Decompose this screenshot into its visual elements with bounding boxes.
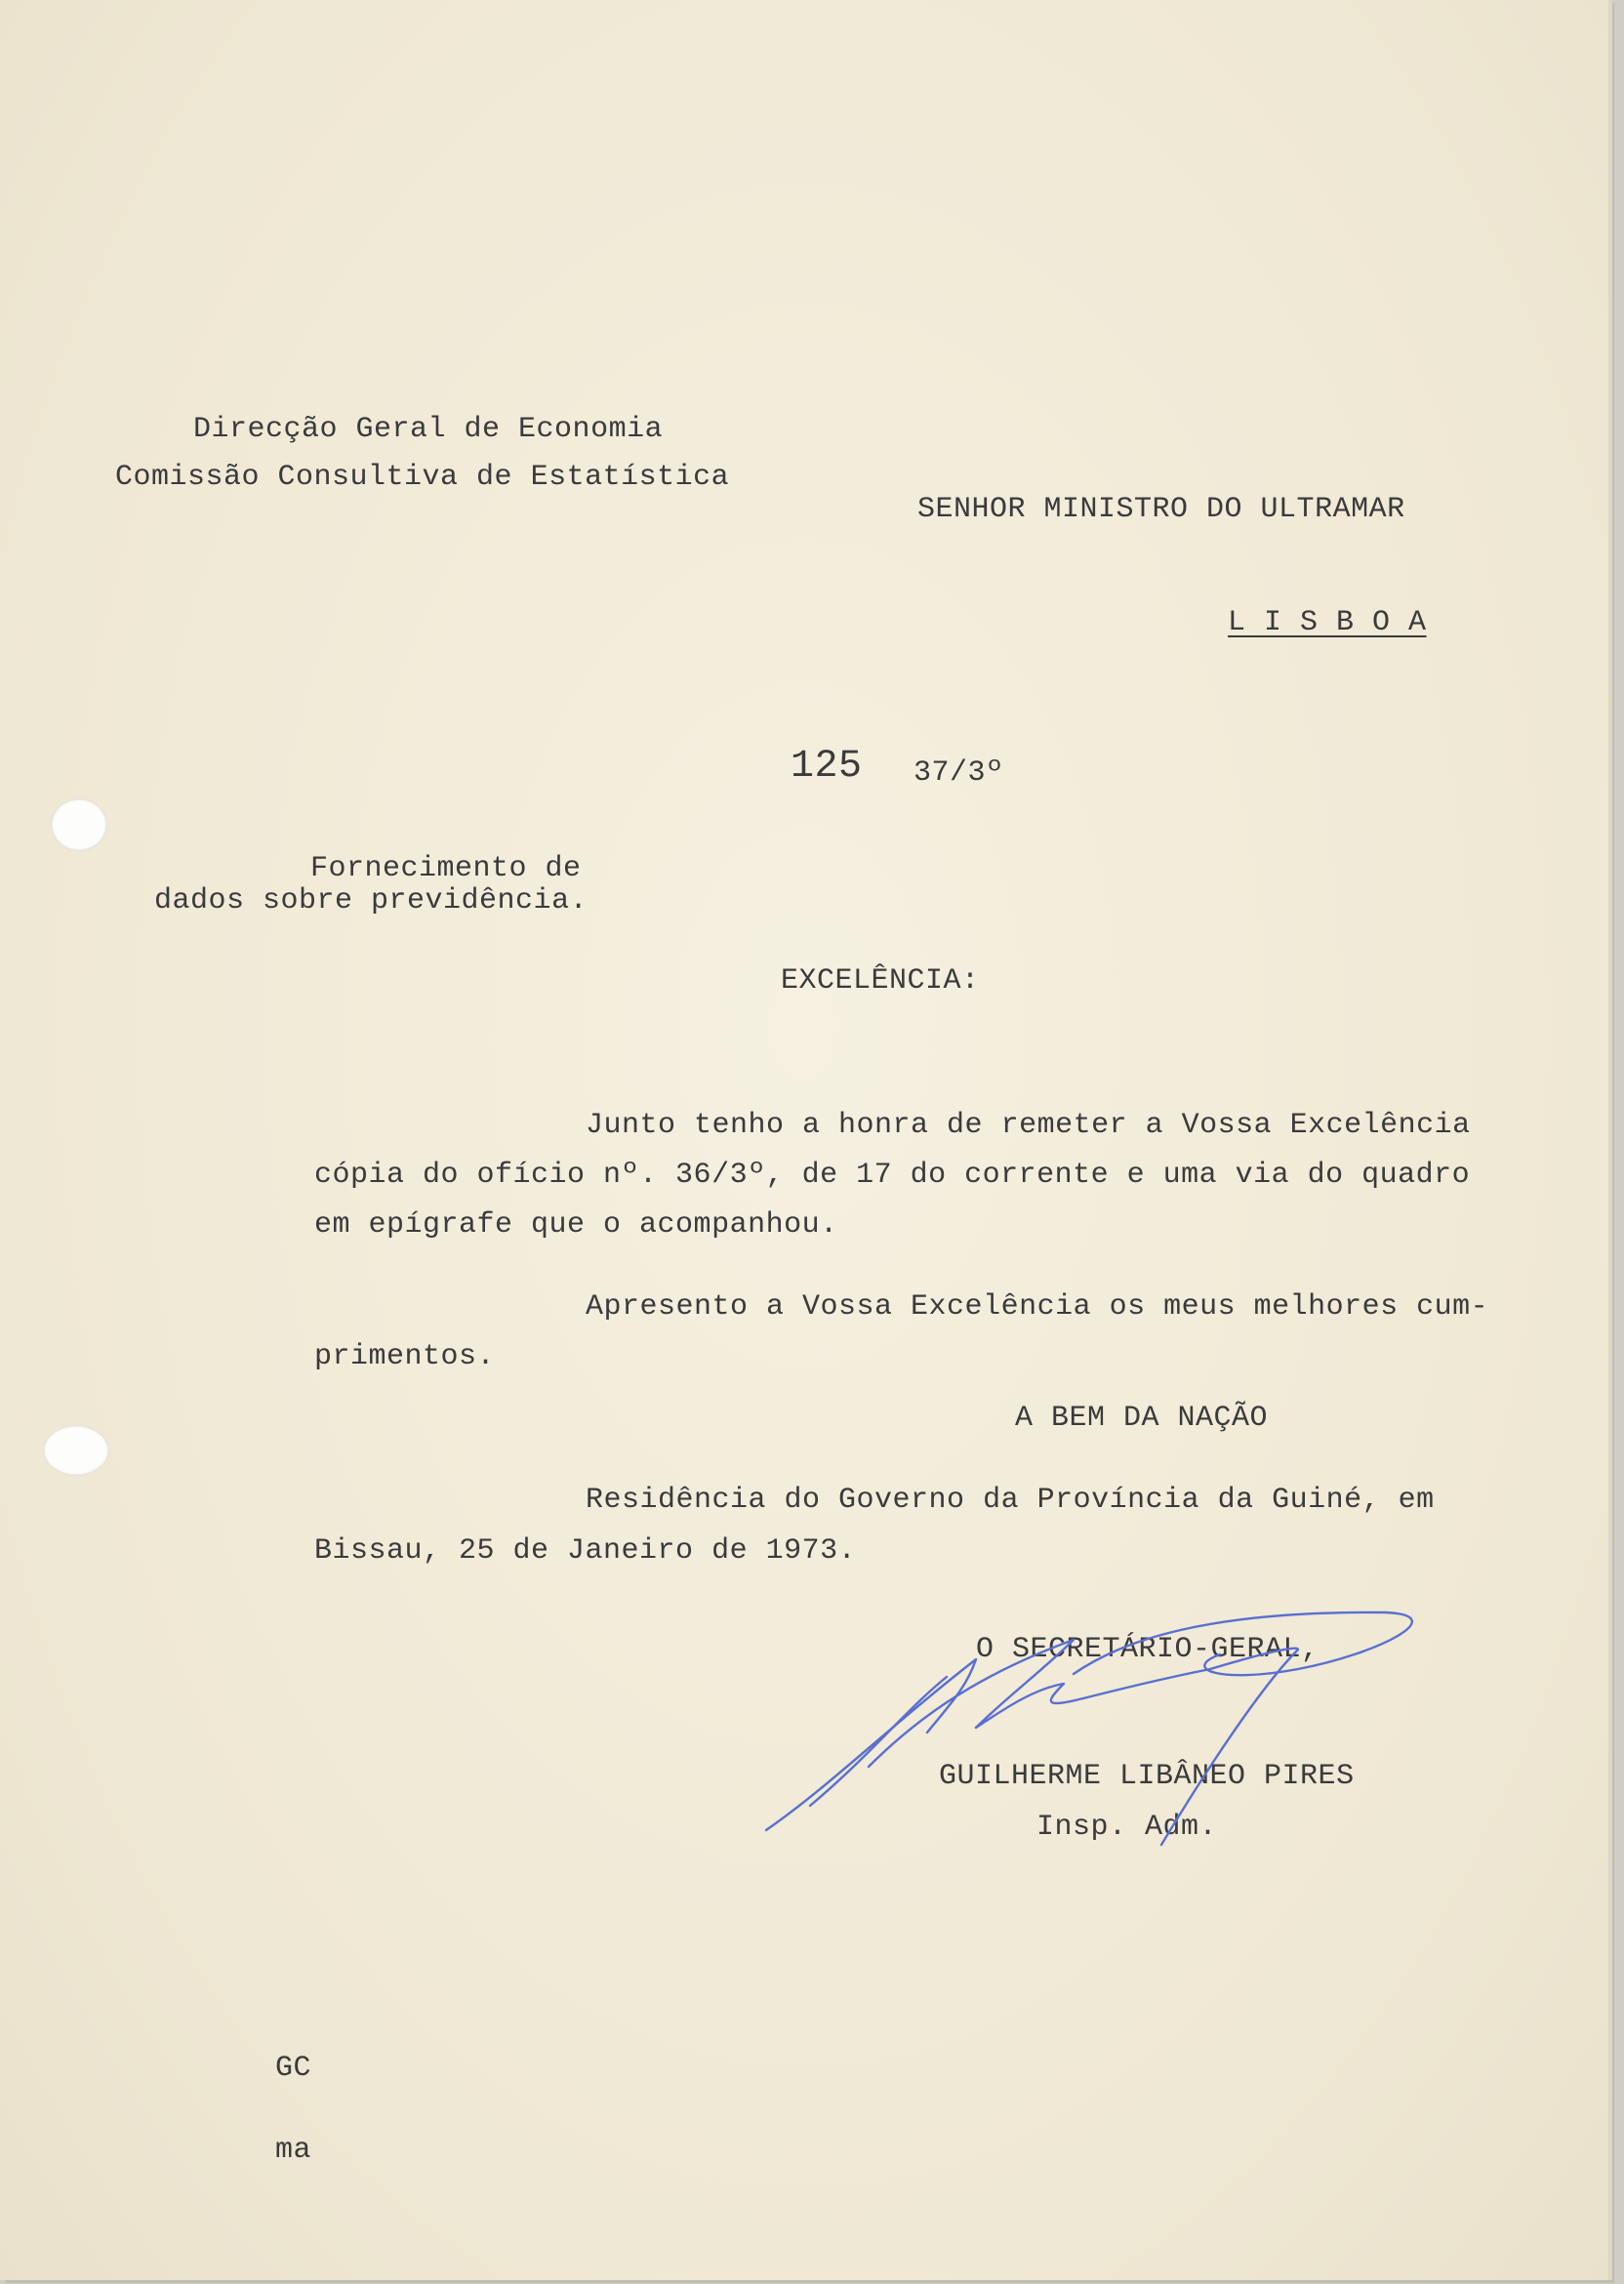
closing-motto: A BEM DA NAÇÃO: [1015, 1402, 1269, 1435]
body-p3-line-1: Residência do Governo da Província da Guiné, em: [586, 1484, 1435, 1517]
signature-name: GUILHERME LIBÂNEO PIRES: [939, 1760, 1355, 1793]
subject-line-2: dados sobre previdência.: [154, 884, 589, 918]
reference-code: 37/3º: [914, 756, 1004, 790]
body-p2-line-1: Apresento a Vossa Excelência os meus melhores cum-: [586, 1290, 1489, 1324]
signature-title: Insp. Adm.: [1036, 1811, 1218, 1844]
body-p1-line-3: em epígrafe que o acompanhou.: [314, 1208, 838, 1242]
subject-line-1: Fornecimento de: [310, 852, 582, 885]
sender-line-1: Direcção Geral de Economia: [193, 413, 664, 446]
body-p2-line-2: primentos.: [314, 1340, 496, 1373]
punch-hole-bottom: [43, 1425, 109, 1476]
recipient-title: SENHOR MINISTRO DO ULTRAMAR: [917, 493, 1405, 526]
reference-number: 125: [791, 745, 863, 789]
recipient-city: L I S B O A: [1228, 606, 1427, 639]
footer-initials-1: GC: [275, 2052, 312, 2085]
body-p1-line-2: cópia do ofício nº. 36/3º, de 17 do corrente e uma via do quadro: [314, 1159, 1471, 1192]
body-p1-line-1: Junto tenho a honra de remeter a Vossa Excelência: [586, 1109, 1471, 1142]
body-p3-line-2: Bissau, 25 de Janeiro de 1973.: [314, 1534, 857, 1568]
punch-hole-top: [51, 798, 107, 851]
salutation: EXCELÊNCIA:: [781, 964, 980, 998]
signature-role: O SECRETÁRIO-GERAL,: [976, 1633, 1320, 1666]
sender-line-2: Comissão Consultiva de Estatística: [115, 461, 730, 494]
footer-initials-2: ma: [275, 2134, 312, 2167]
handwritten-signature: [751, 1601, 1435, 1855]
